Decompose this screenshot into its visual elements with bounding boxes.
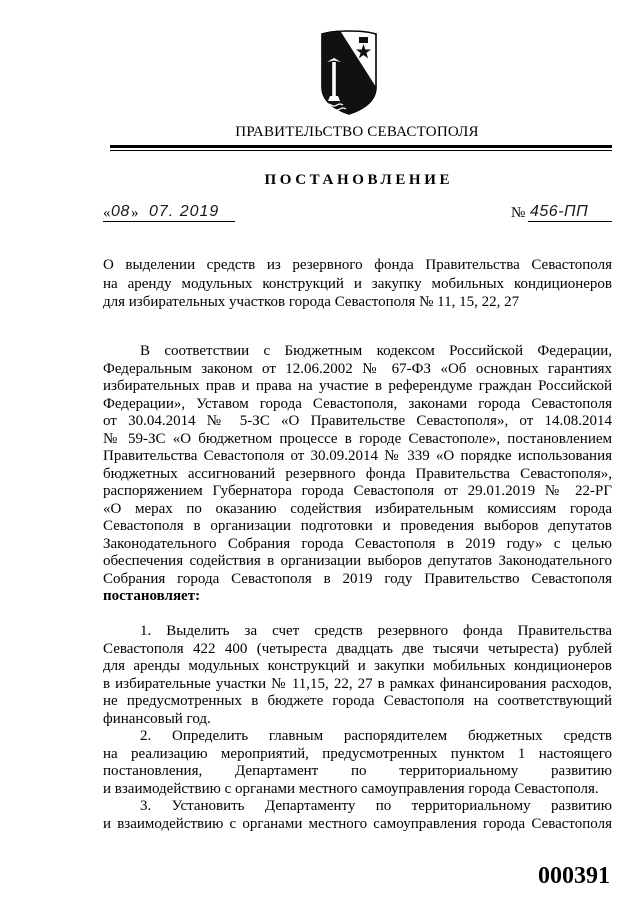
resolution-word: постановляет: (103, 588, 201, 604)
organization-name: ПРАВИТЕЛЬСТВО СЕВАСТОПОЛЯ (235, 124, 479, 140)
preamble-line: избирательных прав и права на участие в референдуме граждан Российской (103, 378, 612, 394)
number-underline (528, 221, 612, 222)
clause-line: финансовый год. (103, 710, 211, 727)
clause-3 (103, 798, 612, 833)
date-quote-close: » (131, 205, 139, 221)
title-line: О выделении средств из резервного фонда Правительства Севастополя (103, 257, 612, 273)
serial-number: 000391 (538, 863, 610, 889)
preamble-line: обеспечения содействия в организации выборов депутатов Законодательного (103, 553, 612, 569)
preamble-line: Федеральным законом от 12.06.2002 № 67-ФЗ «Об основных гарантиях (103, 360, 612, 377)
document-type: ПОСТАНОВЛЕНИЕ (264, 172, 454, 188)
document-number: 456-ПП (530, 203, 589, 220)
preamble-line: от 30.04.2014 № 5-ЗС «О Правительстве Севастополя», от 14.08.2014 (103, 413, 612, 429)
clause-line: 1. Выделить за счет средств резервного фонда Правительства (140, 623, 612, 639)
preamble-line: Правительства Севастополя от 30.09.2014 № 339 «О порядке использования (103, 448, 612, 464)
preamble-line: № 59-ЗС «О бюджетном процессе в городе Севастополе», постановлением (103, 430, 612, 447)
date-month-year: 07. 2019 (149, 203, 220, 220)
preamble-line: бюджетных ассигнований резервного фонда Правительства Севастополя», (103, 465, 612, 482)
clause-line: и взаимодействию с органами местного самоуправления города Севастополя. (103, 780, 599, 797)
clause-line: в избирательные участки № 11,15, 22, 27 в рамках финансирования расходов, (103, 675, 612, 692)
clause-line: Севастополя 422 400 (четыреста двадцать две тысячи четыреста) рублей (103, 640, 612, 657)
date-underline (103, 221, 235, 222)
preamble-line: распоряжением Губернатора города Севастополя от 29.01.2019 № 22-РГ (103, 483, 612, 499)
preamble (103, 343, 612, 606)
preamble-line: Законодательного Собрания города Севастополя в 2019 году» с целью (103, 535, 612, 552)
clause-1 (103, 623, 612, 728)
clause-line: 2. Определить главным распорядителем бюджетных средств (140, 728, 612, 744)
preamble-line: Севастополя в организации подготовки и проведения выборов депутатов (103, 518, 612, 534)
clause-line: для аренды модульных конструкций и закупки мобильных кондиционеров (103, 658, 612, 674)
clause-line: 3. Установить Департаменту по территориальному развитию (140, 798, 612, 814)
clause-line: не предусмотренных в бюджете города Севастополя на соответствующий (103, 693, 612, 709)
preamble-line: «О мерах по оказанию содействия избирательным комиссиям города (103, 500, 612, 517)
title-line: на аренду модульных конструкций и закупку мобильных кондиционеров (103, 275, 612, 292)
date-quote-open: « (103, 205, 111, 221)
clause-2 (103, 728, 612, 798)
preamble-line: В соответствии с Бюджетным кодексом Российской Федерации, (140, 343, 612, 359)
document-title (103, 256, 612, 312)
clause-line: и взаимодействию с органами местного самоуправления города Севастополя (103, 815, 612, 832)
title-line: для избирательных участков города Севастополя № 11, 15, 22, 27 (103, 294, 520, 310)
preamble-line: Собрания города Севастополя в 2019 году Правительство Севастополя (103, 570, 612, 587)
date-day: 08 (111, 203, 130, 220)
header-rule-thick (110, 145, 612, 148)
header-rule-thin (110, 150, 612, 151)
clause-line: на реализацию мероприятий, предусмотренных пунктом 1 настоящего (103, 745, 612, 762)
clause-line: постановления, Департамент по территориальному развитию (103, 763, 612, 779)
sevastopol-coat-of-arms-icon (319, 29, 379, 115)
preamble-line: Федерации», Уставом города Севастополя, законами города Севастополя (103, 395, 612, 412)
clauses (103, 623, 612, 833)
number-sign: № (511, 205, 526, 221)
